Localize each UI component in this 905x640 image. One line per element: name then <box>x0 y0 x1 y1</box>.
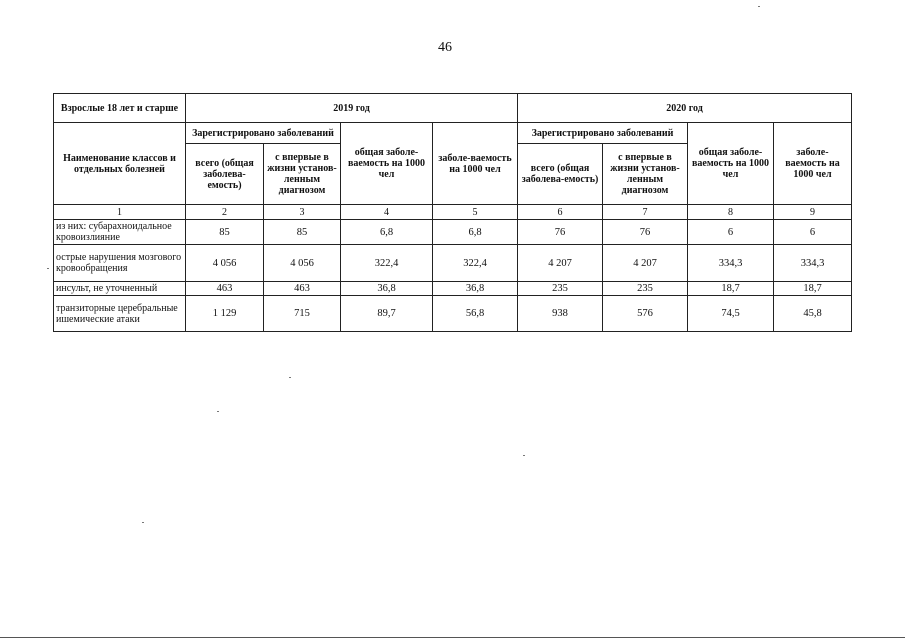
year-2020-header: 2020 год <box>518 94 852 123</box>
table-cell: 45,8 <box>774 296 852 332</box>
table-cell: 715 <box>264 296 341 332</box>
table-row <box>54 220 852 245</box>
disease-name: острые нарушения мозгового кровообращения <box>54 245 186 282</box>
column-number: 1 <box>54 205 186 220</box>
table-row <box>54 296 852 332</box>
table-cell: 576 <box>603 296 688 332</box>
first-diagnosis-2020-header: с впервые в жизни установ-ленным диагнозом <box>603 144 688 205</box>
column-number: 9 <box>774 205 852 220</box>
table-cell: 334,3 <box>774 245 852 282</box>
total-2020-header: всего (общая заболева-емость) <box>518 144 603 205</box>
page-number: 46 <box>438 40 452 55</box>
table-cell: 76 <box>518 220 603 245</box>
column-number: 8 <box>688 205 774 220</box>
morbidity-table-container <box>53 93 851 332</box>
morbidity-table <box>53 93 852 332</box>
column-number-row <box>54 205 852 220</box>
scan-speck <box>289 377 291 378</box>
rate-2020-header: заболе-ваемость на 1000 чел <box>774 123 852 205</box>
disease-name: транзиторные церебральные ишемические атаки <box>54 296 186 332</box>
table-cell: 235 <box>603 282 688 296</box>
column-number: 3 <box>264 205 341 220</box>
scan-speck <box>217 411 219 412</box>
table-cell: 322,4 <box>341 245 433 282</box>
scan-speck <box>758 6 760 7</box>
table-cell: 6,8 <box>341 220 433 245</box>
table-cell: 18,7 <box>774 282 852 296</box>
table-cell: 85 <box>186 220 264 245</box>
name-column-header: Наименование классов и отдельных болезней <box>54 123 186 205</box>
table-cell: 4 056 <box>264 245 341 282</box>
table-cell: 4 056 <box>186 245 264 282</box>
registered-2019-header: Зарегистрировано заболеваний <box>186 123 341 144</box>
table-cell: 36,8 <box>341 282 433 296</box>
column-number: 5 <box>433 205 518 220</box>
table-cell: 76 <box>603 220 688 245</box>
general-rate-2019-header: общая заболе-ваемость на 1000 чел <box>341 123 433 205</box>
table-cell: 6,8 <box>433 220 518 245</box>
total-2019-header: всего (общая заболева-емость) <box>186 144 264 205</box>
corner-label: Взрослые 18 лет и старше <box>54 94 186 123</box>
general-rate-2020-header: общая заболе-ваемость на 1000 чел <box>688 123 774 205</box>
table-cell: 56,8 <box>433 296 518 332</box>
table-cell: 85 <box>264 220 341 245</box>
table-cell: 4 207 <box>603 245 688 282</box>
scan-speck <box>523 455 525 456</box>
scan-speck <box>142 522 144 523</box>
disease-name: из них: субарахноидальное кровоизлияние <box>54 220 186 245</box>
table-row <box>54 282 852 296</box>
table-cell: 6 <box>688 220 774 245</box>
table-cell: 1 129 <box>186 296 264 332</box>
first-diagnosis-2019-header: с впервые в жизни установ-ленным диагнозом <box>264 144 341 205</box>
table-cell: 235 <box>518 282 603 296</box>
year-2019-header: 2019 год <box>186 94 518 123</box>
table-cell: 74,5 <box>688 296 774 332</box>
table-cell: 938 <box>518 296 603 332</box>
column-number: 7 <box>603 205 688 220</box>
table-cell: 89,7 <box>341 296 433 332</box>
table-row <box>54 245 852 282</box>
table-cell: 4 207 <box>518 245 603 282</box>
disease-name: инсульт, не уточненный <box>54 282 186 296</box>
table-cell: 18,7 <box>688 282 774 296</box>
scan-speck <box>47 268 49 269</box>
registered-2020-header: Зарегистрировано заболеваний <box>518 123 688 144</box>
column-number: 6 <box>518 205 603 220</box>
rate-2019-header: заболе-ваемость на 1000 чел <box>433 123 518 205</box>
table-cell: 36,8 <box>433 282 518 296</box>
table-cell: 322,4 <box>433 245 518 282</box>
page-bottom-edge <box>0 637 905 638</box>
table-cell: 463 <box>264 282 341 296</box>
table-cell: 6 <box>774 220 852 245</box>
table-cell: 334,3 <box>688 245 774 282</box>
table-cell: 463 <box>186 282 264 296</box>
column-number: 2 <box>186 205 264 220</box>
column-number: 4 <box>341 205 433 220</box>
